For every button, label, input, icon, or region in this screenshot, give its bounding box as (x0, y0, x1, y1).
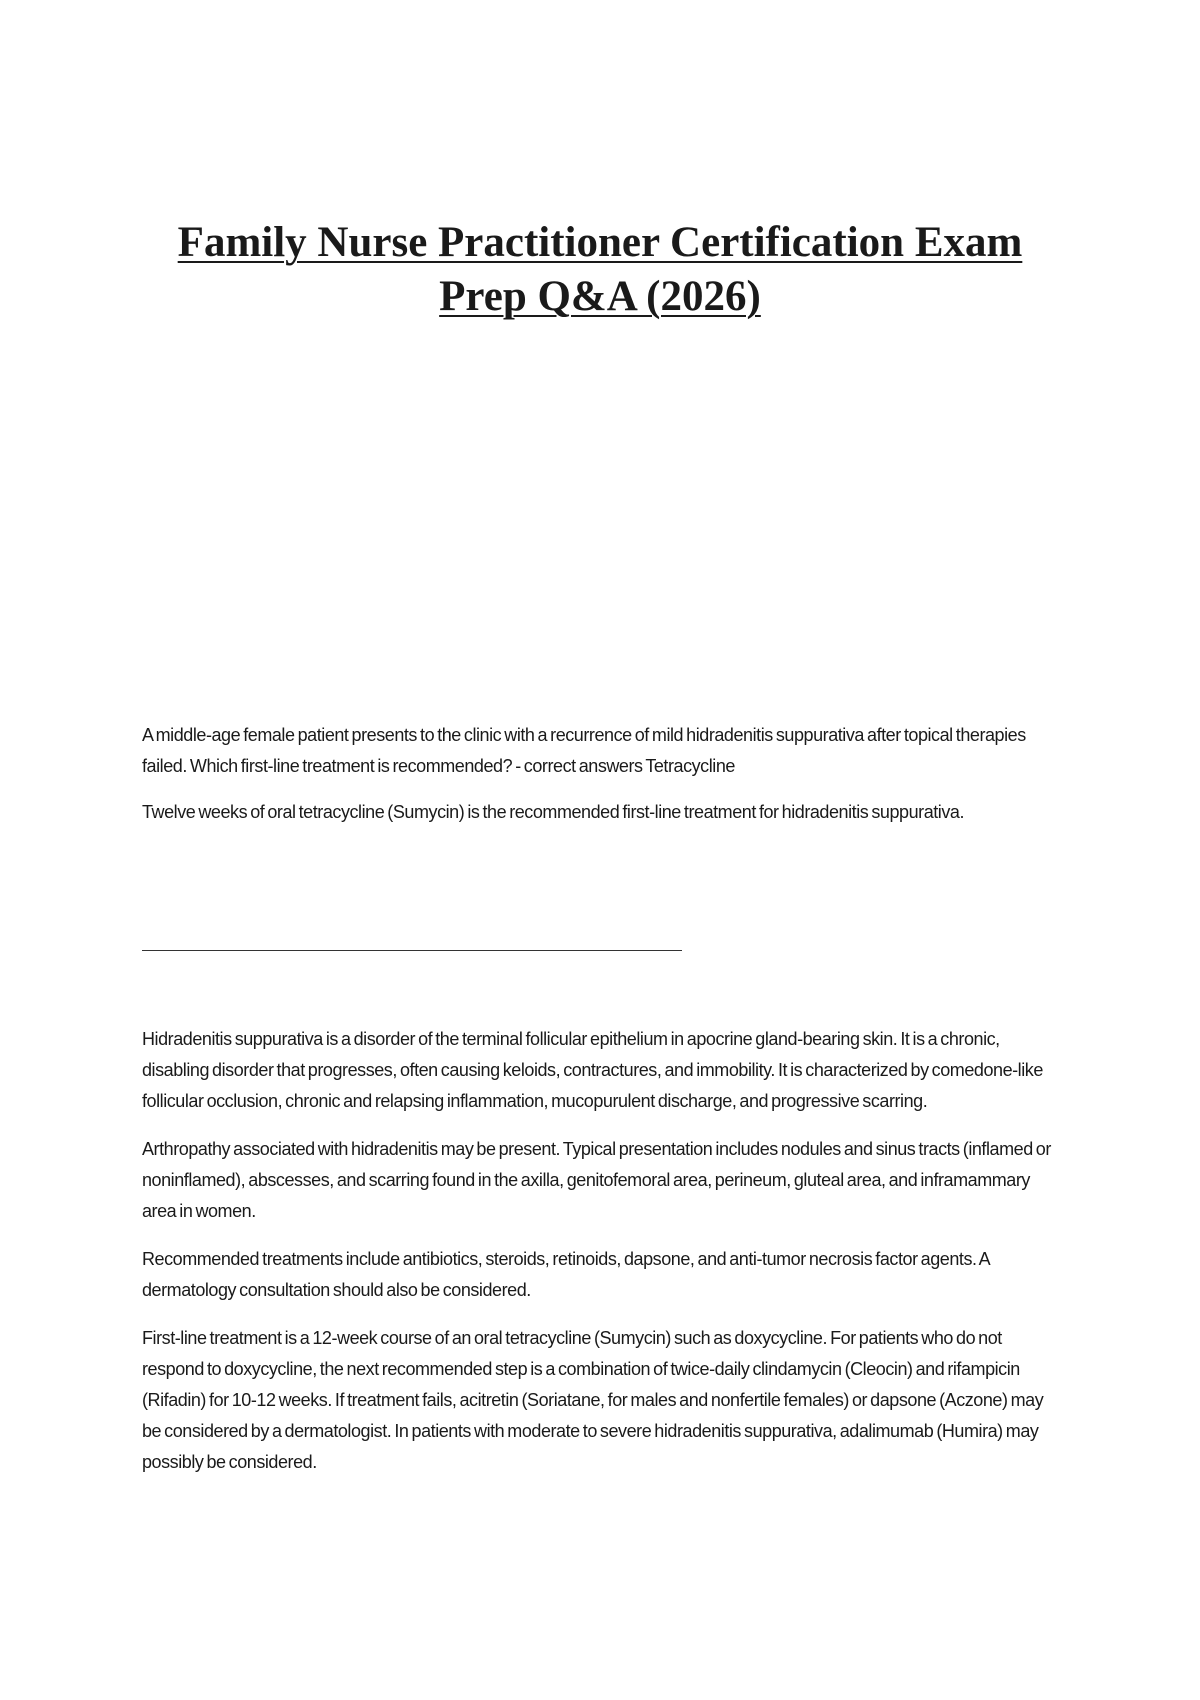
document-title (150, 216, 1050, 324)
question-answer-block (142, 720, 1062, 843)
explanation-paragraph: Arthropathy associated with hidradenitis may be present. Typical presentation includes nodules and sinus tracts (inflamed or noninflamed), abscesses, and scarring found in the axilla, genitofemoral area, perineum, gluteal area, and inframammary area in women. (142, 1139, 1051, 1221)
title-line-2: Prep Q&A (2026) (439, 273, 761, 320)
section-divider (142, 950, 682, 951)
question-text: A middle-age female patient presents to the clinic with a recurrence of mild hidradenitis suppurativa after topical therapies failed. Which first-line treatment is recommended? - correct answers Tetracycline (142, 725, 1026, 776)
explanation-paragraph: Recommended treatments include antibiotics, steroids, retinoids, dapsone, and anti-tumor necrosis factor agents. A dermatology consultation should also be considered. (142, 1249, 990, 1300)
explanation-block (142, 1024, 1062, 1495)
title-line-1: Family Nurse Practitioner Certification Exam (177, 219, 1023, 266)
explanation-paragraph: First-line treatment is a 12-week course of an oral tetracycline (Sumycin) such as doxycycline. For patients who do not respond to doxycycline, the next recommended step is a combination of twice-daily clindamycin (Cleocin) and rifampicin (Rifadin) for 10-12 weeks. If treatment fails, acitretin (Soriatane, for males and nonfertile females) or dapsone (Aczone) may be considered by a dermatologist. In patients with moderate to severe hidradenitis suppurativa, adalimumab (Humira) may possibly be considered. (142, 1328, 1044, 1472)
explanation-paragraph: Hidradenitis suppurativa is a disorder of the terminal follicular epithelium in apocrine gland-bearing skin. It is a chronic, disabling disorder that progresses, often causing keloids, contractures, and immobility. It is characterized by comedone-like follicular occlusion, chronic and relapsing inflammation, mucopurulent discharge, and progressive scarring. (142, 1029, 1043, 1111)
answer-detail-text: Twelve weeks of oral tetracycline (Sumycin) is the recommended first-line treatment for hidradenitis suppurativa. (142, 802, 965, 822)
